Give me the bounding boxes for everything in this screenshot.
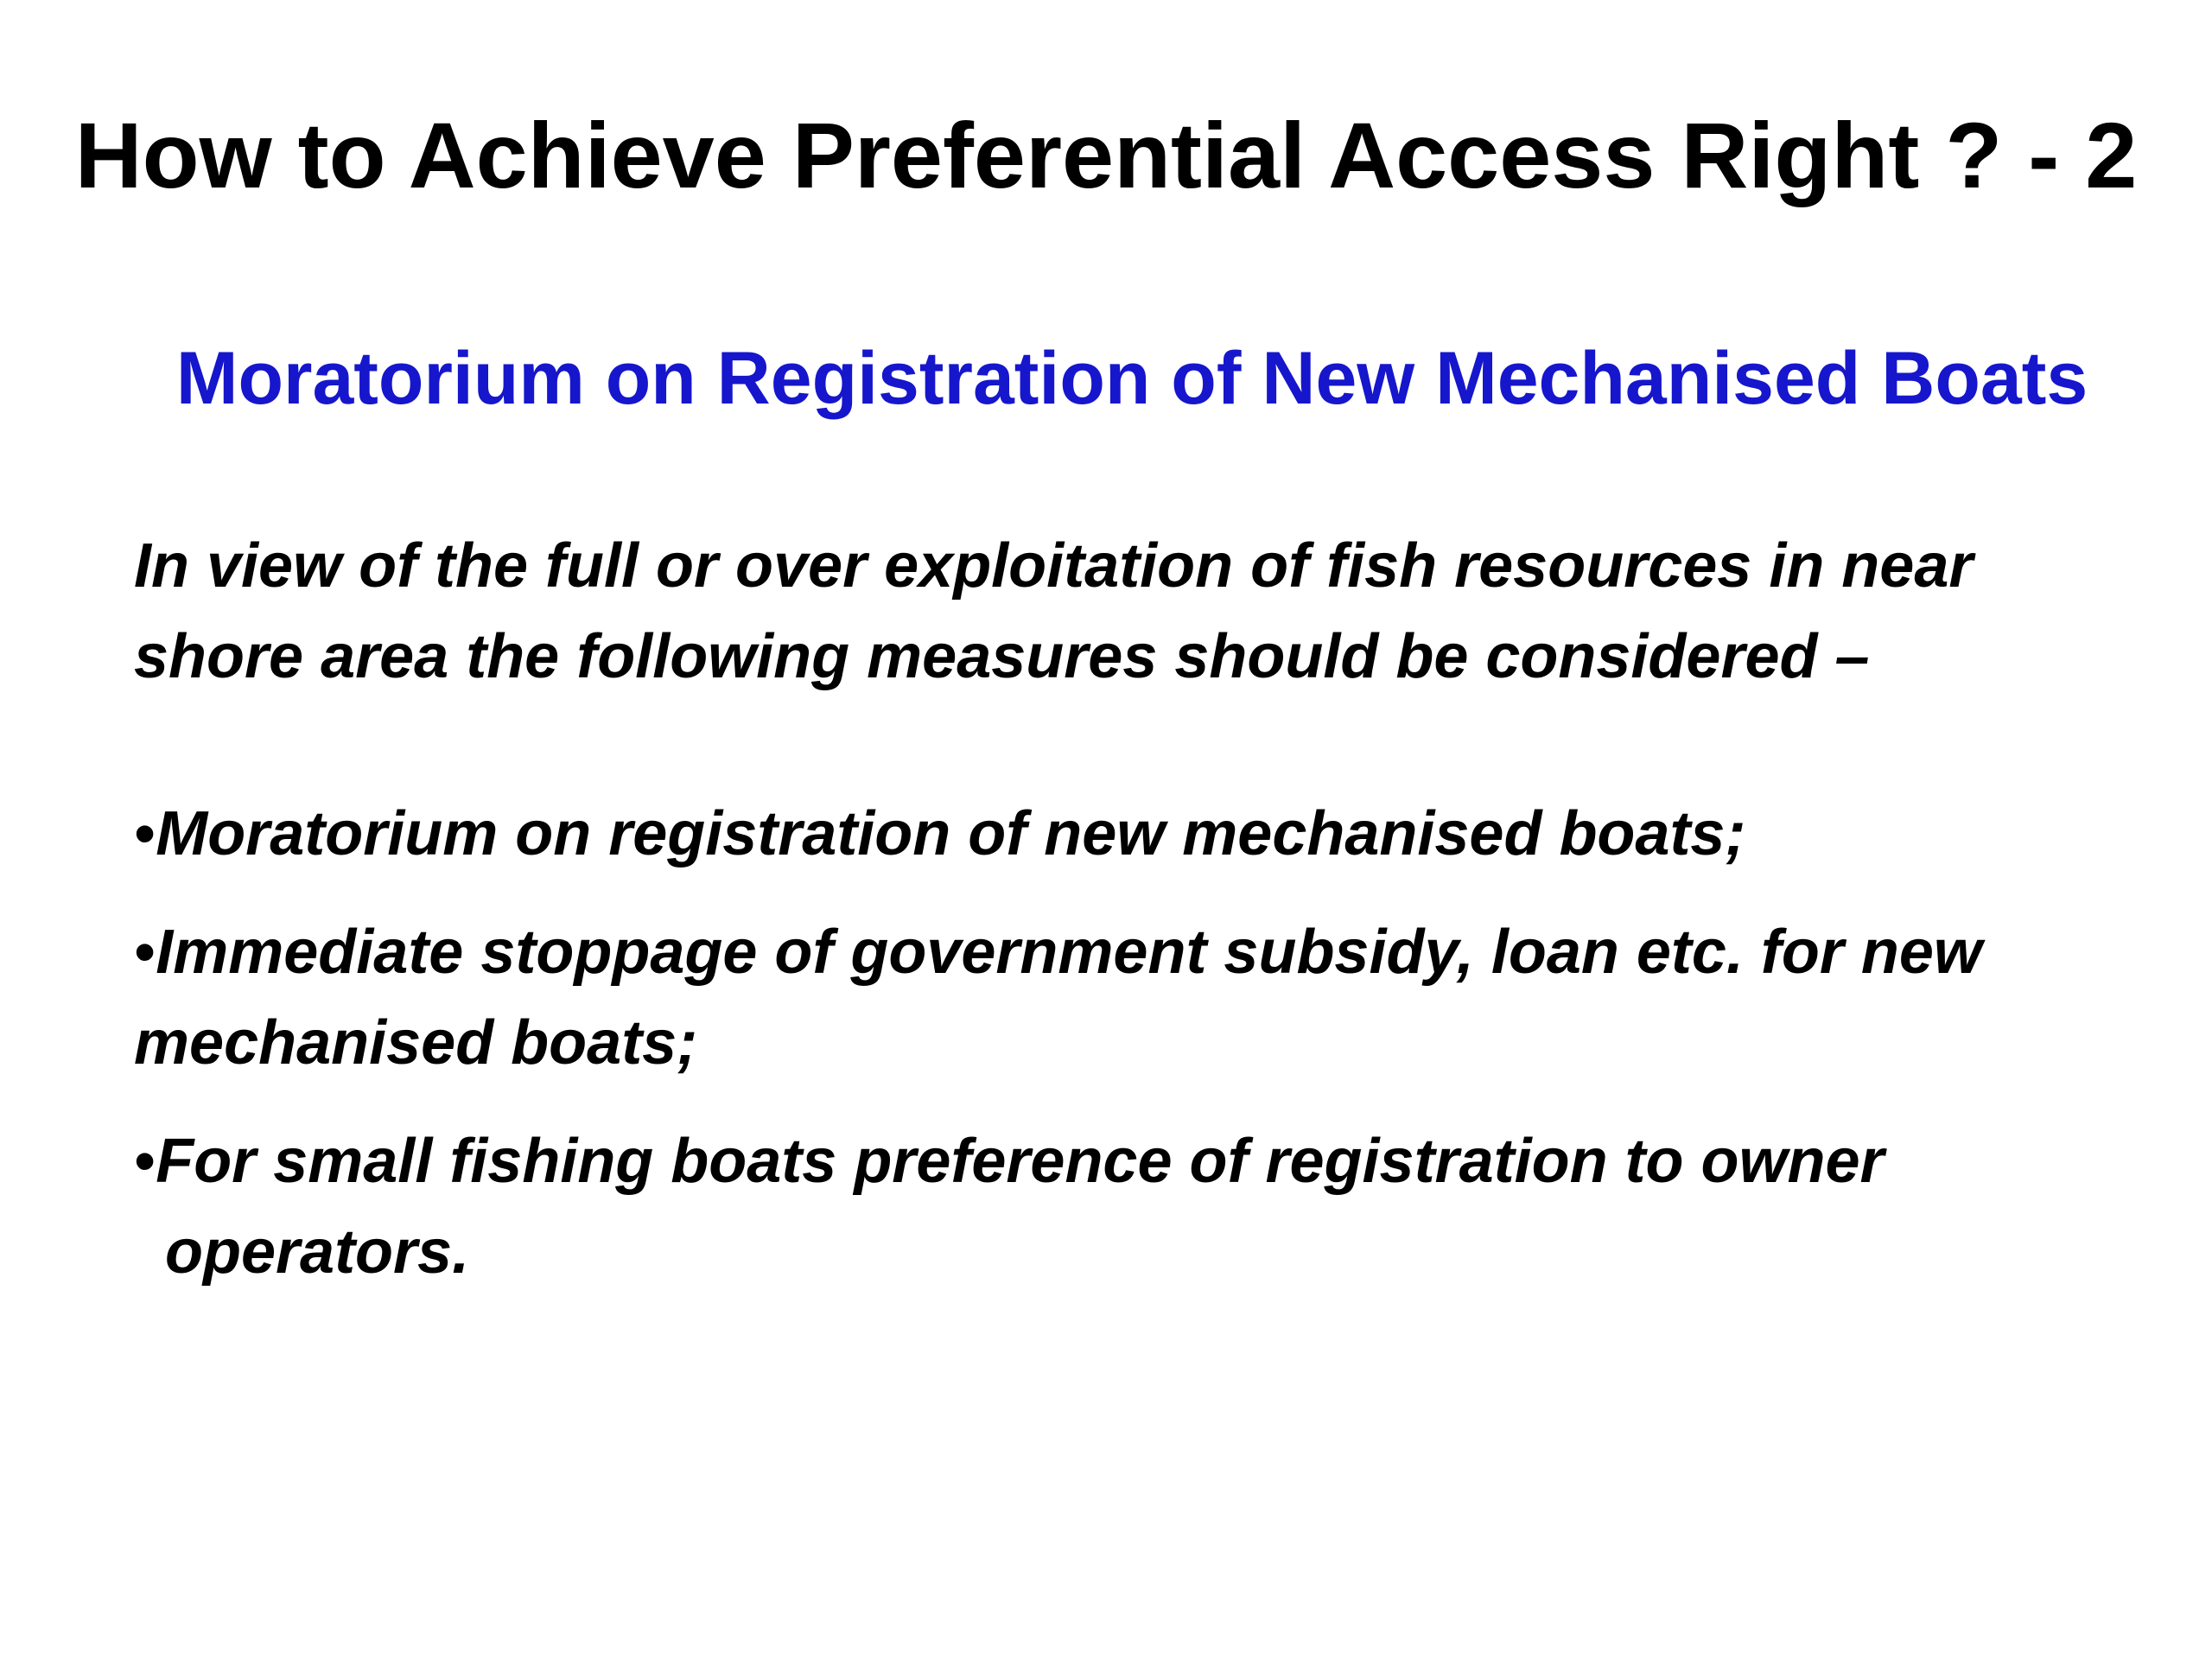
bullet-text: Moratorium on registration of new mechanised boats; <box>156 799 1746 868</box>
bullet-item <box>134 907 2121 1089</box>
bullet-text: For small fishing boats preference of registration to owner <box>156 1127 1885 1196</box>
bullet-list <box>134 789 2121 1298</box>
intro-paragraph: In view of the full or over exploitation of fish resources in near shore area the following measures should be considered – <box>134 531 1974 691</box>
bullet-marker: • <box>134 799 156 868</box>
bullet-marker: • <box>134 1127 156 1196</box>
slide-title: How to Achieve Preferential Access Right ? - 2 <box>74 103 2138 207</box>
bullet-text-continuation: operators. <box>165 1217 470 1287</box>
slide-subtitle: Moratorium on Registration of New Mechanised Boats <box>175 337 2088 420</box>
slide-body <box>134 521 2121 1325</box>
bullet-text-continuation: mechanised boats; <box>134 1008 698 1077</box>
bullet-text: Immediate stoppage of government subsidy, loan etc. for new <box>156 918 1982 987</box>
bullet-item <box>134 1116 2121 1298</box>
bullet-item <box>134 789 2121 880</box>
bullet-marker: • <box>134 918 156 987</box>
